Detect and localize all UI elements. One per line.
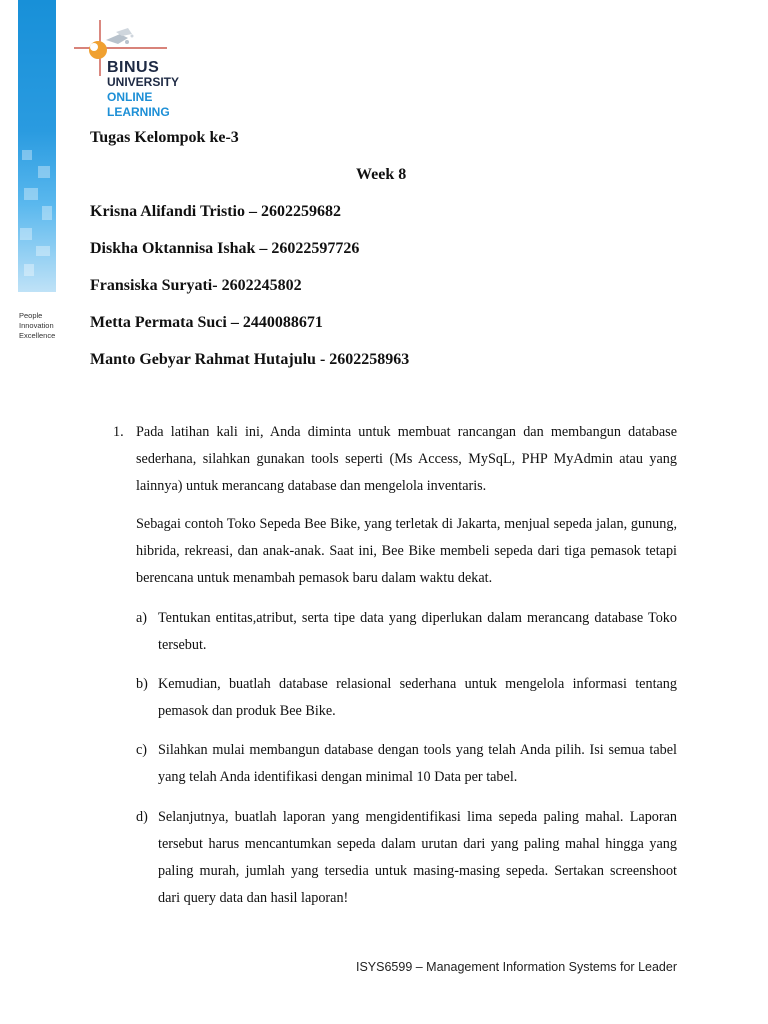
logo-university: UNIVERSITY <box>107 75 180 89</box>
item-d-text: Selanjutnya, buatlah laporan yang mengidentifikasi lima sepeda paling mahal. Laporan tersebut harus mencantumkan sepeda dalam urutan dari yang paling mahal hingga yang paling murah, jumlah yang tersedia untuk masing-masing sepeda. Sertakan screenshoot dari query data dan hasil laporan! <box>158 809 677 906</box>
tagline <box>19 311 55 341</box>
question-example: Sebagai contoh Toko Sepeda Bee Bike, yang terletak di Jakarta, menjual sepeda jalan, gunung, hibrida, rekreasi, dan anak-anak. Saat ini, Bee Bike membeli sepeda dari tiga pemasok tetapi berencana untuk menambah pemasok baru dalam waktu dekat. <box>136 516 677 586</box>
member-5: Manto Gebyar Rahmat Hutajulu - 2602258963 <box>90 351 410 368</box>
logo-learning: LEARNING <box>107 105 170 119</box>
question-number: 1. <box>113 424 124 440</box>
tagline-people: People <box>19 311 43 320</box>
item-a-text: Tentukan entitas,atribut, serta tipe data yang diperlukan dalam merancang database Toko tersebut. <box>158 610 677 653</box>
member-1: Krisna Alifandi Tristio – 2602259682 <box>90 203 341 220</box>
question-intro: Pada latihan kali ini, Anda diminta untuk membuat rancangan dan membangun database sederhana, silahkan gunakan tools seperti (Ms Access, MySqL, PHP MyAdmin atau yang lainnya) untuk merancang database dan mengelola inventaris. <box>136 424 677 494</box>
item-b-marker: b) <box>136 676 148 692</box>
tagline-excellence: Excellence <box>19 331 56 340</box>
assignment-title: Tugas Kelompok ke-3 <box>90 129 239 146</box>
item-d-marker: d) <box>136 809 148 825</box>
week-label: Week 8 <box>356 166 407 183</box>
item-b-text: Kemudian, buatlah database relasional sederhana untuk mengelola informasi tentang pemasok dan produk Bee Bike. <box>158 676 677 719</box>
side-decoration-bar <box>18 0 56 292</box>
member-3: Fransiska Suryati- 2602245802 <box>90 277 302 294</box>
tagline-innovation: Innovation <box>19 321 54 330</box>
logo-brand: BINUS <box>107 59 160 76</box>
item-c-marker: c) <box>136 742 148 758</box>
page-footer: ISYS6599 – Management Information Systems for Leader <box>355 960 677 974</box>
item-a-marker: a) <box>136 610 148 626</box>
logo-wordmark <box>107 60 179 120</box>
member-2: Diskha Oktannisa Ishak – 26022597726 <box>90 240 360 257</box>
item-c-text: Silahkan mulai membangun database dengan tools yang telah Anda pilih. Isi semua tabel yang telah Anda identifikasi dengan minimal 10 Data per tabel. <box>158 742 677 785</box>
member-4: Metta Permata Suci – 2440088671 <box>90 314 323 331</box>
logo-online: ONLINE <box>107 90 153 104</box>
